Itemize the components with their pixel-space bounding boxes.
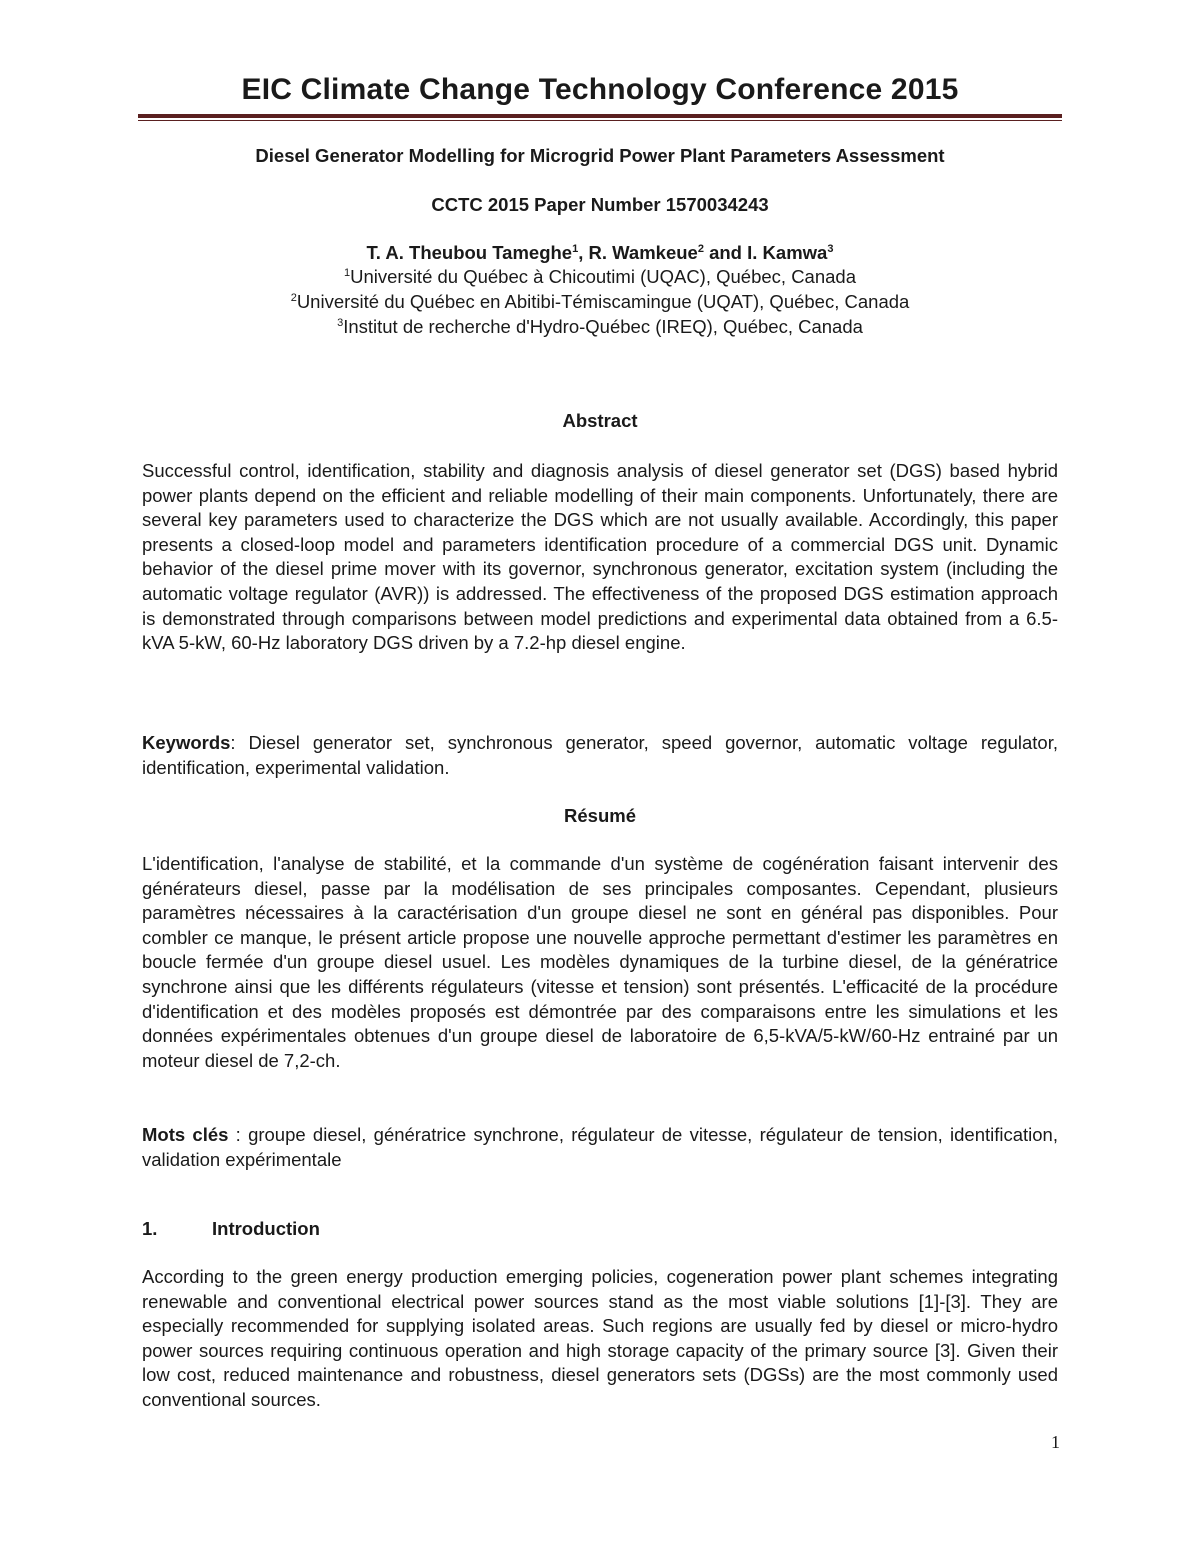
- affiliation-line: [0, 314, 1200, 339]
- keywords-paragraph: [142, 731, 1058, 780]
- resume-heading: Résumé: [564, 805, 636, 826]
- author-separator: ,: [578, 242, 589, 263]
- mots-cles-text: : groupe diesel, génératrice synchrone, régulateur de vitesse, régulateur de tension, identification, validation expérimentale: [142, 1124, 1058, 1170]
- author-name: I. Kamwa: [747, 242, 828, 263]
- mots-cles-label: Mots clés: [142, 1124, 229, 1145]
- author-separator: and: [703, 242, 748, 263]
- author-list: [0, 240, 1200, 266]
- section-number: 1.: [142, 1218, 158, 1239]
- keywords-text: : Diesel generator set, synchronous generator, speed governor, automatic voltage regulator, identification, experimental validation.: [142, 732, 1058, 778]
- affiliation-line: [0, 264, 1200, 289]
- affiliation-list: [0, 264, 1200, 339]
- header-rule-thin: [138, 120, 1062, 121]
- keywords-label: Keywords: [142, 732, 231, 753]
- paper-title: Diesel Generator Modelling for Microgrid Power Plant Parameters Assessment: [255, 145, 945, 166]
- mots-cles-paragraph: [142, 1123, 1058, 1172]
- affiliation-text: Institut de recherche d'Hydro-Québec (IREQ), Québec, Canada: [343, 316, 863, 337]
- paper-number: CCTC 2015 Paper Number 1570034243: [431, 194, 769, 215]
- author-affiliation-mark: 3: [827, 243, 834, 255]
- page-number: 1: [1051, 1432, 1060, 1452]
- abstract-paragraph: Successful control, identification, stability and diagnosis analysis of diesel generator set (DGS) based hybrid power plants depend on the efficient and reliable modelling of their main components. Unfortunately, there are several key parameters used to characterize the DGS which are not usually available. Accordingly, this paper presents a closed-loop model and parameters identification procedure of a commercial DGS unit. Dynamic behavior of the diesel prime mover with its governor, synchronous generator, excitation system (including the automatic voltage regulator (AVR)) is addressed. The effectiveness of the proposed DGS estimation approach is demonstrated through comparisons between model predictions and experimental data obtained from a 6.5-kVA 5-kW, 60-Hz laboratory DGS driven by a 7.2-hp diesel engine.: [142, 460, 1058, 654]
- author-affiliation-mark: 1: [572, 243, 579, 255]
- section-title: Introduction: [212, 1218, 320, 1239]
- conference-header: EIC Climate Change Technology Conference 2015: [241, 73, 959, 106]
- affiliation-text: Université du Québec en Abitibi-Témiscamingue (UQAT), Québec, Canada: [296, 291, 910, 312]
- affiliation-mark: 1: [343, 267, 351, 279]
- abstract-heading: Abstract: [562, 410, 638, 431]
- affiliation-mark: 2: [290, 292, 297, 304]
- author-name: T. A. Theubou Tameghe: [366, 242, 573, 263]
- affiliation-line: [0, 289, 1200, 314]
- resume-paragraph: L'identification, l'analyse de stabilité, et la commande d'un système de cogénération faisant intervenir des générateurs diesel, passe par la modélisation de ses principales composantes. Cependant, plusieurs paramètres nécessaires à la caractérisation d'un groupe diesel ne sont en général pas disponibles. Pour combler ce manque, le présent article propose une nouvelle approche permettant d'estimer les paramètres en boucle fermée d'un groupe diesel usuel. Les modèles dynamiques de la turbine diesel, de la génératrice synchrone ainsi que les différents régulateurs (vitesse et tension) sont présentés. L'efficacité de la procédure d'identification et des modèles proposés est démontrée par des comparaisons entre les simulations et les données expérimentales obtenues d'un groupe diesel de laboratoire de 6,5-kVA/5-kW/60-Hz entrainé par un moteur diesel de 7,2-ch.: [142, 853, 1058, 1071]
- affiliation-mark: 3: [337, 317, 344, 329]
- introduction-heading: [142, 1216, 320, 1242]
- introduction-paragraph: According to the green energy production emerging policies, cogeneration power plant schemes integrating renewable and conventional electrical power sources stand as the most viable solutions [1]-[3]. They are especially recommended for supplying isolated areas. Such regions are usually fed by diesel or micro-hydro power sources requiring continuous operation and high storage capacity of the primary source [3]. Given their low cost, reduced maintenance and robustness, diesel generators sets (DGSs) are the most commonly used conventional sources.: [142, 1266, 1058, 1410]
- affiliation-text: Université du Québec à Chicoutimi (UQAC), Québec, Canada: [350, 266, 857, 287]
- author-name: R. Wamkeue: [588, 242, 698, 263]
- header-rule-thick: [138, 114, 1062, 118]
- author-affiliation-mark: 2: [697, 243, 704, 255]
